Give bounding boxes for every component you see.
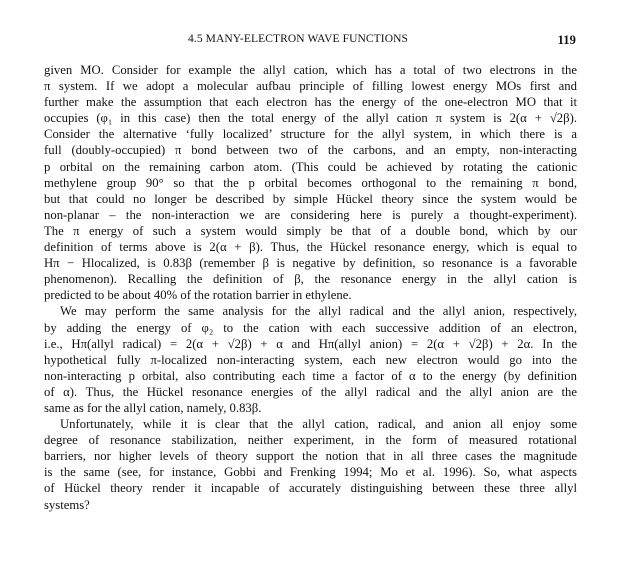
text-line-content: Consider the alternative ‘fully localized’ structure for the allyl system, in which there is a	[44, 127, 577, 142]
body-text	[44, 62, 577, 513]
text-line-content: π system. If we adopt a molecular aufbau principle of filling lowest energy MOs first and	[44, 79, 577, 94]
text-line-content: occupies (φ₁ in this case) then the total energy of the allyl cation π system is 2(α + √2β).	[44, 111, 577, 126]
text-line	[44, 303, 577, 319]
text-line-content: Unfortunately, while it is clear that the allyl cation, radical, and anion all enjoy some	[60, 417, 577, 432]
text-line-content: non-interacting p orbital, also contributing each time a factor of α to the energy (by definition	[44, 368, 577, 383]
text-line	[44, 320, 577, 336]
text-line	[44, 368, 577, 384]
text-line-content: further make the assumption that each electron has the energy of the one-electron MO that it	[44, 95, 577, 110]
text-line-content: i.e., Hπ(allyl radical) = 2(α + √2β) + α and Hπ(allyl anion) = 2(α + √2β) + 2α. In the	[44, 336, 577, 351]
text-line	[44, 336, 577, 352]
text-line	[44, 352, 577, 368]
text-line-content: non-planar – the non-interaction we are considering here is purely a thought-experiment).	[44, 207, 577, 222]
page-number: 119	[557, 33, 576, 47]
text-line	[44, 416, 577, 432]
text-line	[44, 271, 577, 287]
text-line-content: The π energy of such a system would simply be that of a double bond, which by our	[44, 223, 577, 238]
text-line	[44, 78, 577, 94]
text-line	[44, 223, 577, 239]
text-line-content: barriers, nor higher levels of theory support the notion that in all three cases the magnitude	[44, 449, 577, 464]
text-line-content: We may perform the same analysis for the allyl radical and the allyl anion, respectively,	[60, 304, 577, 319]
text-line-content: phenomenon). Recalling the definition of β, the resonance energy in the allyl cation is	[44, 272, 577, 287]
text-line-content: same as for the allyl cation, namely, 0.83β.	[44, 400, 262, 415]
text-line	[44, 255, 577, 271]
text-line-content: given MO. Consider for example the allyl cation, which has a total of two electrons in the	[44, 63, 577, 77]
text-line	[44, 94, 577, 110]
text-line	[44, 239, 577, 255]
text-line-content: Hπ − Hlocalized, is 0.83β (remember β is negative by definition, so resonance is a favorable	[44, 256, 577, 271]
text-line-content: but that could no longer be described by simple Hückel theory since the system would be	[44, 191, 577, 206]
text-line-content: hypothetical fully π-localized non-interacting system, each new electron would go into the	[44, 352, 577, 367]
text-line	[44, 448, 577, 464]
text-line	[44, 464, 577, 480]
text-line-content: degree of resonance stabilization, neither experiment, in the form of measured rotational	[44, 433, 577, 448]
text-line	[44, 175, 577, 191]
text-line	[44, 62, 577, 78]
text-line-content: full (doubly-occupied) π bond between two of the carbons, and an empty, non-interacting	[44, 143, 577, 158]
text-line	[44, 207, 577, 223]
running-header	[0, 33, 624, 51]
text-line-content: is the same (see, for instance, Gobbi and Frenking 1994; Mo et al. 1996). So, what aspects	[44, 465, 577, 480]
text-line	[44, 480, 577, 496]
text-line	[44, 400, 577, 416]
text-line	[44, 159, 577, 175]
text-line	[44, 110, 577, 126]
text-line-content: predicted to be about 40% of the rotation barrier in ethylene.	[44, 288, 352, 303]
text-line-content: by adding the energy of φ₂ to the cation with each successive addition of an electron,	[44, 320, 577, 335]
text-line	[44, 497, 577, 513]
text-line-content: definition of terms above is 2(α + β). Thus, the Hückel resonance energy, which is equal to	[44, 240, 577, 255]
text-line-content: p orbital on the remaining carbon atom. (This could be achieved by rotating the cationic	[44, 159, 577, 174]
text-line-content: methylene group 90° so that the p orbital becomes orthogonal to the remaining π bond,	[44, 175, 577, 190]
text-line	[44, 191, 577, 207]
text-line	[44, 432, 577, 448]
text-line	[44, 287, 577, 303]
text-line	[44, 384, 577, 400]
text-line-content: of α). Thus, the Hückel resonance energies of the allyl radical and the allyl anion are the	[44, 384, 577, 399]
text-line	[44, 142, 577, 158]
text-line	[44, 126, 577, 142]
text-line-content: of Hückel theory render it incapable of accurately distinguishing between these three allyl	[44, 481, 577, 496]
text-line-content: systems?	[44, 497, 90, 512]
section-title: 4.5 MANY-ELECTRON WAVE FUNCTIONS	[188, 33, 409, 45]
